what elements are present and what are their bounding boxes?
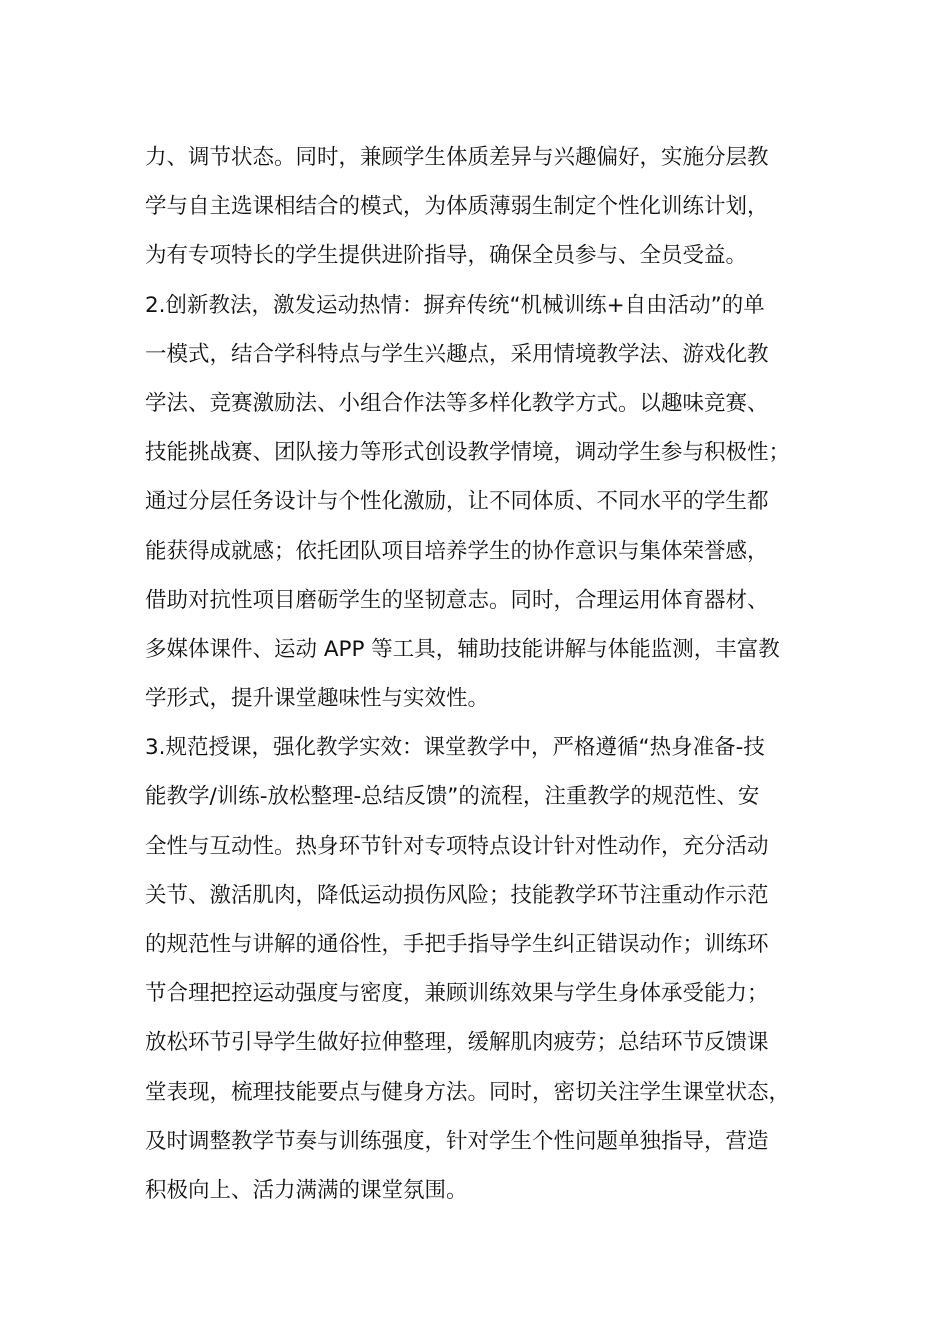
text-line: 学与自主选课相结合的模式，为体质薄弱生制定个性化训练计划， — [145, 194, 769, 220]
text-line: 放松环节引导学生做好拉伸整理，缓解肌肉疲劳；总结环节反馈课 — [145, 1030, 769, 1056]
text-line: 学法、竞赛激励法、小组合作法等多样化教学方式。以趣味竞赛、 — [145, 390, 769, 416]
text-line: 节合理把控运动强度与密度，兼顾训练效果与学生身体承受能力； — [145, 981, 769, 1007]
text-line: 关节、激活肌肉，降低运动损伤风险；技能教学环节注重动作示范 — [145, 882, 769, 908]
text-line: 3.规范授课，强化教学实效：课堂教学中，严格遵循“热身准备-技 — [145, 735, 765, 761]
text-line: 2.创新教法，激发运动热情：摒弃传统“机械训练+自由活动”的单 — [145, 292, 765, 318]
text-line: 为有专项特长的学生提供进阶指导，确保全员参与、全员受益。 — [145, 243, 748, 269]
text-line: 的规范性与讲解的通俗性，手把手指导学生纠正错误动作；训练环 — [145, 932, 769, 957]
text-line: 学形式，提升课堂趣味性与实效性。 — [145, 686, 490, 712]
text-line: 技能挑战赛、团队接力等形式创设教学情境，调动学生参与积极性； — [145, 440, 791, 466]
text-line: 全性与互动性。热身环节针对专项特点设计针对性动作，充分活动 — [145, 833, 769, 859]
text-line: 多媒体课件、运动 APP 等工具，辅助技能讲解与体能监测，丰富教 — [145, 636, 780, 662]
text-line: 及时调整教学节奏与训练强度，针对学生个性问题单独指导，营造 — [145, 1128, 769, 1154]
text-line: 借助对抗性项目磨砺学生的坚韧意志。同时，合理运用体育器材、 — [145, 587, 769, 613]
text-line: 通过分层任务设计与个性化激励，让不同体质、不同水平的学生都 — [145, 489, 769, 515]
text-line: 堂表现，梳理技能要点与健身方法。同时，密切关注学生课堂状态， — [145, 1079, 791, 1105]
text-line: 积极向上、活力满满的课堂氛围。 — [145, 1177, 468, 1203]
body-text — [145, 133, 835, 1215]
text-line: 一模式，结合学科特点与学生兴趣点，采用情境教学法、游戏化教 — [145, 341, 769, 367]
text-line: 力、调节状态。同时，兼顾学生体质差异与兴趣偏好，实施分层教 — [145, 145, 769, 170]
text-line: 能获得成就感；依托团队项目培养学生的协作意识与集体荣誉感， — [145, 538, 769, 564]
text-line: 能教学/训练-放松整理-总结反馈”的流程，注重教学的规范性、安 — [145, 784, 760, 810]
